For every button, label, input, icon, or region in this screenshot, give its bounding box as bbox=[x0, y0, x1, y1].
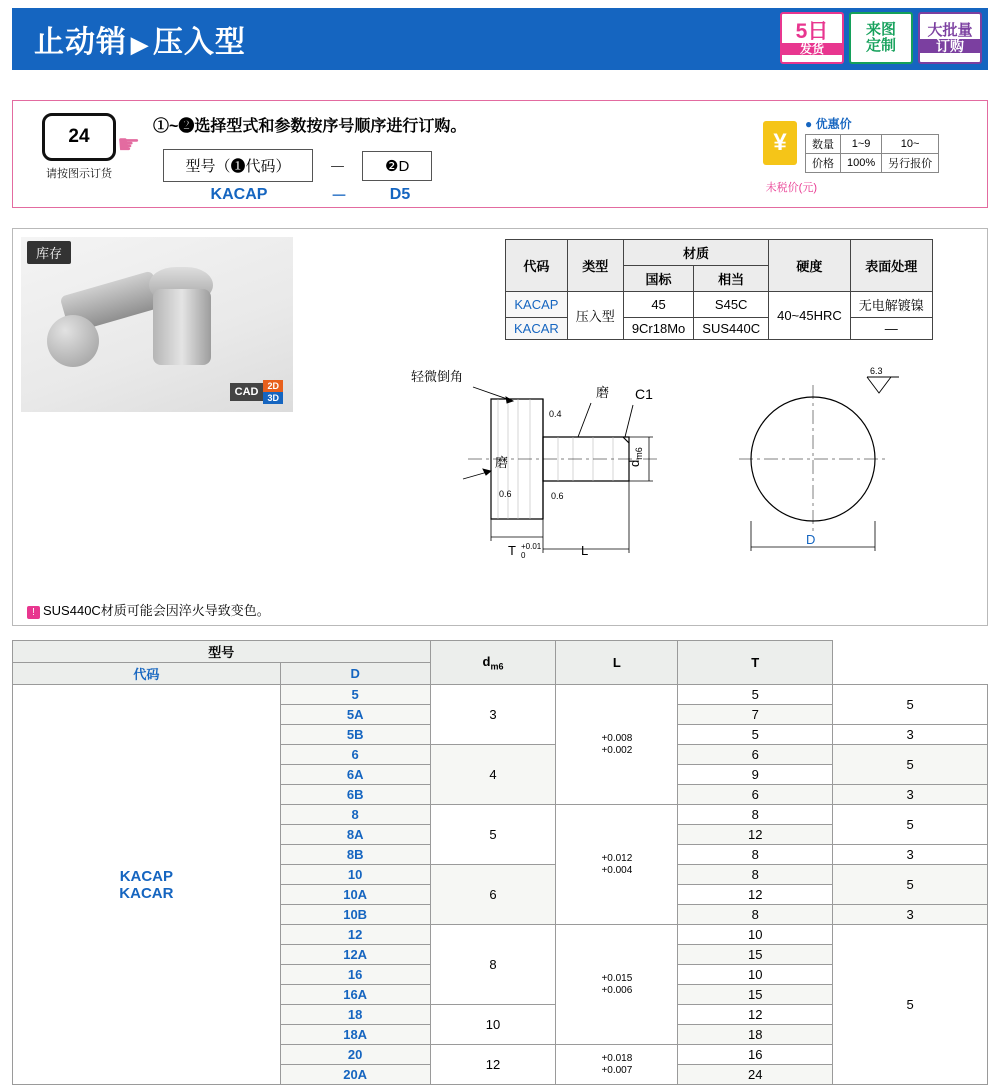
material-code-kacap: KACAP bbox=[506, 292, 568, 318]
cad-2d-label: 2D bbox=[263, 380, 283, 392]
order-instruction-text: ①~❷选择型式和参数按序号顺序进行订购。 bbox=[153, 118, 467, 135]
spec-D-value: 8 bbox=[430, 925, 556, 1005]
spec-d-code: 5B bbox=[280, 725, 430, 745]
page-title-main: 止动销 bbox=[34, 26, 127, 59]
spec-header-T: T bbox=[678, 641, 833, 685]
material-header-surface: 表面处理 bbox=[850, 240, 932, 292]
order-field-row bbox=[163, 149, 432, 182]
spec-T-value: 5 bbox=[833, 865, 988, 905]
order-example-row bbox=[163, 183, 437, 206]
label-T-tol-top: +0.01 bbox=[521, 542, 542, 551]
material-equiv-kacar: SUS440C bbox=[694, 318, 769, 340]
spec-L-value: 5 bbox=[678, 685, 833, 705]
spec-L-value: 5 bbox=[678, 725, 833, 745]
spec-L-value: 12 bbox=[678, 885, 833, 905]
label-ra06b: 0.6 bbox=[551, 491, 564, 501]
spec-L-value: 8 bbox=[678, 805, 833, 825]
spec-d-code: 5A bbox=[280, 705, 430, 725]
model-code-field[interactable]: 型号（❶代码） bbox=[163, 149, 313, 182]
spec-L-value: 7 bbox=[678, 705, 833, 725]
spec-L-value: 16 bbox=[678, 1045, 833, 1065]
spec-d-code: 6B bbox=[280, 785, 430, 805]
title-arrow-icon: ▶ bbox=[131, 32, 149, 57]
product-detail-box bbox=[12, 228, 988, 626]
spec-d-code: 18 bbox=[280, 1005, 430, 1025]
order-instructions-box bbox=[12, 100, 988, 208]
spec-D-value: 12 bbox=[430, 1045, 556, 1085]
material-header-hardness: 硬度 bbox=[769, 240, 851, 292]
material-national-kacar: 9Cr18Mo bbox=[623, 318, 693, 340]
spec-L-value: 8 bbox=[678, 905, 833, 925]
material-equiv-kacap: S45C bbox=[694, 292, 769, 318]
spec-dm6-value: +0.008 +0.002 bbox=[556, 685, 678, 805]
price-value-row bbox=[806, 154, 939, 173]
spec-D-value: 6 bbox=[430, 865, 556, 925]
example-d-value: D5 bbox=[389, 185, 411, 203]
field-separator-dash: － bbox=[329, 158, 346, 177]
spec-d-code: 12A bbox=[280, 945, 430, 965]
badge-ship-5day: 5日 发货 bbox=[780, 12, 844, 64]
spec-table bbox=[12, 640, 988, 1085]
price-value-2: 另行报价 bbox=[882, 154, 939, 173]
stock-badge: 库存 bbox=[27, 241, 71, 264]
spec-header-D: D bbox=[280, 663, 430, 685]
spec-d-code: 10B bbox=[280, 905, 430, 925]
spec-L-value: 12 bbox=[678, 1005, 833, 1025]
spec-L-value: 18 bbox=[678, 1025, 833, 1045]
label-T-tol-bot: 0 bbox=[521, 551, 526, 560]
spec-T-value: 5 bbox=[833, 925, 988, 1085]
page-header bbox=[12, 8, 988, 70]
spec-D-value: 10 bbox=[430, 1005, 556, 1045]
spec-d-code: 10 bbox=[280, 865, 430, 885]
spec-row bbox=[13, 685, 988, 705]
price-header-qty: 数量 bbox=[806, 135, 841, 154]
telephone-icon: 24 bbox=[42, 113, 116, 161]
drawing-svg bbox=[13, 359, 989, 599]
spec-L-value: 24 bbox=[678, 1065, 833, 1085]
order-phone-block bbox=[29, 113, 129, 181]
price-header-range1: 1~9 bbox=[841, 135, 882, 154]
spec-d-code: 8A bbox=[280, 825, 430, 845]
spec-T-value: 5 bbox=[833, 745, 988, 785]
badge-custom-drawing: 来图 定制 bbox=[849, 12, 913, 64]
spec-header-L: L bbox=[556, 641, 678, 685]
spec-dm6-value: +0.012 +0.004 bbox=[556, 805, 678, 925]
spec-d-code: 6A bbox=[280, 765, 430, 785]
price-label: 价格 bbox=[806, 154, 841, 173]
price-block bbox=[763, 115, 973, 173]
header-badges bbox=[780, 12, 982, 64]
label-dm6: $d_{m6}$ bbox=[627, 447, 644, 467]
material-code-kacar: KACAR bbox=[506, 318, 568, 340]
spec-d-code: 12 bbox=[280, 925, 430, 945]
spec-D-value: 5 bbox=[430, 805, 556, 865]
spec-d-code: 20 bbox=[280, 1045, 430, 1065]
label-ra63: 6.3 bbox=[870, 366, 883, 376]
price-value-1: 100% bbox=[841, 154, 882, 173]
spec-T-value: 3 bbox=[833, 785, 988, 805]
product-pin2-body bbox=[153, 289, 211, 365]
spec-L-value: 8 bbox=[678, 845, 833, 865]
spec-D-value: 3 bbox=[430, 685, 556, 745]
spec-code-cell: KACAP KACAR bbox=[13, 685, 281, 1085]
spec-d-code: 16 bbox=[280, 965, 430, 985]
spec-header-code: 代码 bbox=[13, 663, 281, 685]
pointing-hand-icon: ☛ bbox=[117, 129, 141, 159]
spec-d-code: 8B bbox=[280, 845, 430, 865]
material-surface-kacap: 无电解镀镍 bbox=[850, 292, 932, 318]
spec-d-code: 20A bbox=[280, 1065, 430, 1085]
spec-header-model: 型号 bbox=[13, 641, 431, 663]
page-title bbox=[12, 17, 246, 61]
spec-table-body bbox=[13, 685, 988, 1085]
tax-note: 未税价(元) bbox=[765, 182, 817, 194]
spec-header-dm6: $d_{m6}$ bbox=[430, 641, 556, 685]
spec-d-code: 10A bbox=[280, 885, 430, 905]
spec-T-value: 3 bbox=[833, 905, 988, 925]
spec-dm6-value: +0.015 +0.006 bbox=[556, 925, 678, 1045]
order-phone-caption: 请按图示订货 bbox=[46, 168, 112, 180]
warning-icon: ! bbox=[27, 606, 40, 619]
d-param-field[interactable]: ❷D bbox=[362, 151, 432, 181]
spec-T-value: 5 bbox=[833, 685, 988, 725]
yen-icon: ¥ bbox=[763, 121, 797, 165]
spec-header-row-1 bbox=[13, 641, 988, 663]
label-L: L bbox=[581, 543, 589, 558]
price-header-range2: 10~ bbox=[882, 135, 939, 154]
spec-L-value: 9 bbox=[678, 765, 833, 785]
material-hardness-value: 40~45HRC bbox=[769, 292, 851, 340]
cad-3d-label: 3D bbox=[263, 392, 283, 404]
spec-L-value: 6 bbox=[678, 745, 833, 765]
price-header-row bbox=[806, 135, 939, 154]
spec-dm6-value: +0.018 +0.007 bbox=[556, 1045, 678, 1085]
spec-D-value: 4 bbox=[430, 745, 556, 805]
label-ra06a: 0.6 bbox=[499, 489, 512, 499]
material-header-code: 代码 bbox=[506, 240, 568, 292]
material-table bbox=[505, 239, 933, 340]
price-title: ● 优惠价 bbox=[805, 117, 852, 131]
spec-L-value: 15 bbox=[678, 985, 833, 1005]
material-header-row-1 bbox=[506, 240, 933, 266]
material-surface-kacar: — bbox=[850, 318, 932, 340]
spec-d-code: 8 bbox=[280, 805, 430, 825]
spec-d-code: 16A bbox=[280, 985, 430, 1005]
spec-L-value: 8 bbox=[678, 865, 833, 885]
label-T: T bbox=[508, 543, 516, 558]
example-model-code: KACAP bbox=[210, 185, 268, 203]
spec-table-wrap bbox=[12, 640, 988, 1085]
spec-L-value: 6 bbox=[678, 785, 833, 805]
material-row-kacap bbox=[506, 292, 933, 318]
spec-T-value: 3 bbox=[833, 845, 988, 865]
price-table bbox=[805, 134, 939, 173]
label-grind-left: 磨 bbox=[495, 455, 509, 470]
material-national-kacap: 45 bbox=[623, 292, 693, 318]
material-type-value: 压入型 bbox=[567, 292, 623, 340]
spec-L-value: 10 bbox=[678, 965, 833, 985]
label-grind-top: 磨 bbox=[596, 385, 610, 400]
badge-bulk-order: 大批量 订购 bbox=[918, 12, 982, 64]
material-header-material: 材质 bbox=[623, 240, 768, 266]
page-title-sub: 压入型 bbox=[152, 26, 246, 59]
material-header-equiv: 相当 bbox=[694, 266, 769, 292]
technical-drawing bbox=[13, 359, 989, 599]
label-D: D bbox=[806, 532, 816, 547]
cad-label: CAD bbox=[230, 383, 264, 401]
material-header-type: 类型 bbox=[567, 240, 623, 292]
spec-L-value: 15 bbox=[678, 945, 833, 965]
spec-d-code: 18A bbox=[280, 1025, 430, 1045]
spec-d-code: 6 bbox=[280, 745, 430, 765]
spec-T-value: 3 bbox=[833, 725, 988, 745]
sus-note-text: SUS440C材质可能会因淬火导致变色。 bbox=[43, 603, 270, 618]
label-ra04: 0.4 bbox=[549, 409, 562, 419]
sus-note bbox=[27, 600, 270, 619]
spec-d-code: 5 bbox=[280, 685, 430, 705]
spec-L-value: 12 bbox=[678, 825, 833, 845]
spec-L-value: 10 bbox=[678, 925, 833, 945]
label-c1: C1 bbox=[635, 386, 653, 402]
spec-T-value: 5 bbox=[833, 805, 988, 845]
label-chamfer: 轻微倒角 bbox=[411, 369, 464, 384]
example-dash: － bbox=[330, 188, 347, 205]
material-header-national: 国标 bbox=[623, 266, 693, 292]
